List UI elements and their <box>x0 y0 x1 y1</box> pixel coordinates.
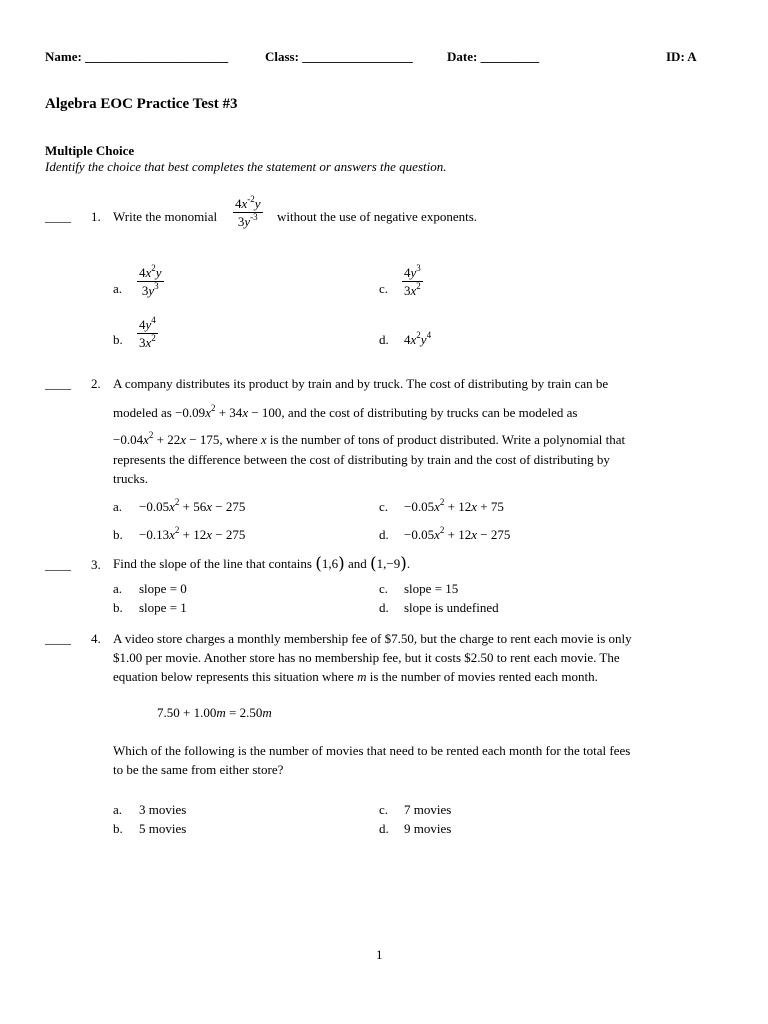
section-instructions: Identify the choice that best completes the statement or answers the question. <box>45 159 447 174</box>
question-line: equation below represents this situation where m is the number of movies rented each month. <box>113 669 598 684</box>
choice-b[interactable]: $-0.13x^2 + 12x - 275$ <box>139 525 246 542</box>
choice-c[interactable]: slope = 15 <box>404 581 459 596</box>
answer-blank[interactable]: ____ <box>45 209 71 224</box>
choice-c[interactable]: 7 movies <box>404 802 452 817</box>
equation: 7.50 + 1.00m = 2.50m <box>157 705 272 720</box>
question-line: represents the difference between the cost of distributing by train and the cost of distributing by <box>113 452 610 467</box>
question-stem: Find the slope of the line that contains (1,6) and (1,−9). <box>113 554 411 574</box>
question-stem-end: without the use of negative exponents. <box>277 209 478 224</box>
question-line: A video store charges a monthly membership fee of $7.50, but the charge to rent each movie is only <box>113 631 632 646</box>
header-id: ID: A <box>666 49 697 64</box>
question-line: modeled as $-0.09x^2 + 34x - 100$, and the cost of distributing by trucks can be modeled as <box>113 403 578 420</box>
header-date <box>447 50 539 63</box>
page-title: Algebra EOC Practice Test #3 <box>45 96 238 112</box>
question-number: 4. <box>91 631 101 646</box>
choice-letter[interactable]: b. <box>113 821 123 836</box>
class-blank[interactable]: _________________ <box>302 49 413 64</box>
choice-d[interactable]: $-0.05x^2 + 12x - 275$ <box>404 525 511 542</box>
question-number: 3. <box>91 557 101 572</box>
choice-a[interactable]: $\frac{4x^2y}{3y^3}$ <box>139 263 162 298</box>
choice-b[interactable]: 5 movies <box>139 821 187 836</box>
choice-d[interactable]: slope is undefined <box>404 600 499 615</box>
choice-b[interactable]: slope = 1 <box>139 600 187 615</box>
choice-letter[interactable]: b. <box>113 527 123 542</box>
monomial-expression: $\frac{4x^{-2}y}{3y^{-3}}$ <box>235 194 261 229</box>
choice-letter[interactable]: a. <box>113 802 123 817</box>
choice-letter[interactable]: d. <box>379 527 389 542</box>
date-label: Date: <box>447 49 478 64</box>
question-stem: Write the monomial <box>113 209 218 224</box>
question-number: 2. <box>91 376 101 391</box>
header-class <box>265 50 413 63</box>
choice-a[interactable]: $-0.05x^2 + 56x - 275$ <box>139 497 246 514</box>
answer-blank[interactable]: ____ <box>45 631 71 646</box>
choice-letter[interactable]: a. <box>113 581 123 596</box>
choice-letter[interactable]: c. <box>379 581 389 596</box>
choice-a[interactable]: slope = 0 <box>139 581 187 596</box>
question-line: Which of the following is the number of movies that need to be rented each month for the total fees <box>113 743 631 758</box>
question-line: A company distributes its product by train and by truck. The cost of distributing by train can be <box>113 376 609 391</box>
question-line: to be the same from either store? <box>113 762 284 777</box>
choice-c[interactable]: $\frac{4y^3}{3x^2}$ <box>404 263 421 298</box>
answer-blank[interactable]: ____ <box>45 557 71 572</box>
choice-letter[interactable]: c. <box>379 281 389 296</box>
name-blank[interactable]: ______________________ <box>85 49 229 64</box>
date-blank[interactable]: _________ <box>480 49 540 64</box>
question-line: $-0.04x^2 + 22x - 175$, where x is the number of tons of product distributed. Write a polynomial that <box>113 430 626 447</box>
choice-letter[interactable]: a. <box>113 281 123 296</box>
choice-d[interactable]: $4x^2y^4$ <box>404 330 432 347</box>
page-number: 1 <box>376 947 383 962</box>
name-label: Name: <box>45 49 82 64</box>
question-number: 1. <box>91 209 101 224</box>
choice-letter[interactable]: a. <box>113 499 123 514</box>
choice-letter[interactable]: d. <box>379 821 389 836</box>
choice-letter[interactable]: c. <box>379 499 389 514</box>
question-line: $1.00 per movie. Another store has no membership fee, but it costs $2.50 to rent each movie. The <box>113 650 620 665</box>
class-label: Class: <box>265 49 299 64</box>
choice-c[interactable]: $-0.05x^2 + 12x + 75$ <box>404 497 504 514</box>
choice-letter[interactable]: d. <box>379 332 389 347</box>
choice-letter[interactable]: b. <box>113 600 123 615</box>
question-line: trucks. <box>113 471 149 486</box>
answer-blank[interactable]: ____ <box>45 376 71 391</box>
choice-letter[interactable]: c. <box>379 802 389 817</box>
choice-letter[interactable]: b. <box>113 332 123 347</box>
choice-a[interactable]: 3 movies <box>139 802 187 817</box>
choice-letter[interactable]: d. <box>379 600 389 615</box>
choice-b[interactable]: $\frac{4y^4}{3x^2}$ <box>139 315 156 350</box>
header-name <box>45 50 228 63</box>
section-heading: Multiple Choice <box>45 143 135 158</box>
choice-d[interactable]: 9 movies <box>404 821 452 836</box>
